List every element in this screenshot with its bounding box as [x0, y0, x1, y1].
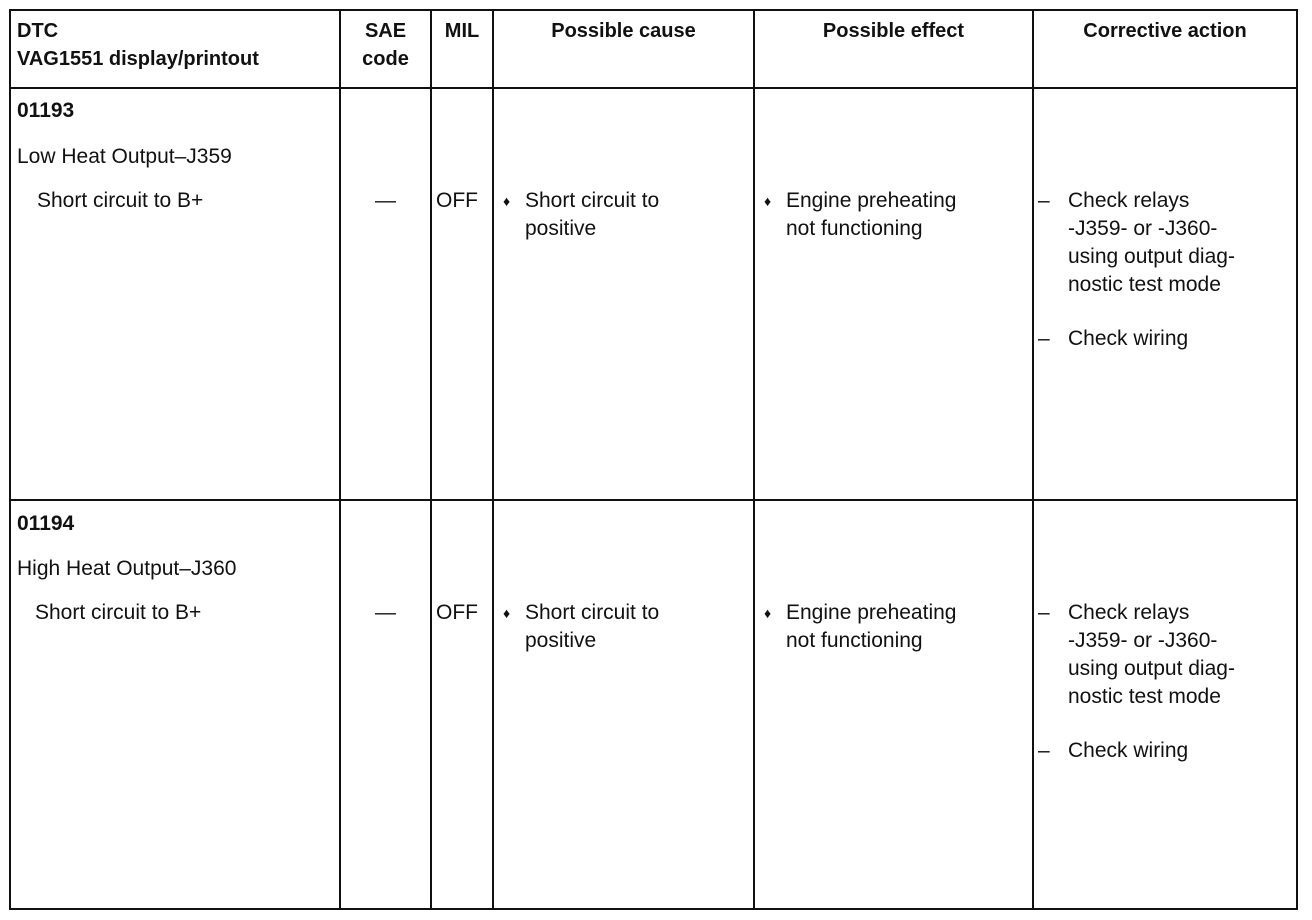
header-sae	[341, 17, 430, 73]
action-line: using output diag-	[1068, 657, 1235, 680]
header-cause: Possible cause	[551, 20, 696, 42]
header-divider	[11, 87, 1296, 89]
dash-icon: –	[1038, 739, 1050, 762]
column-divider	[492, 11, 494, 908]
header-action: Corrective action	[1083, 20, 1247, 42]
action-line: using output diag-	[1068, 245, 1235, 268]
bullet-icon: ♦	[764, 193, 772, 209]
dtc-component: Low Heat Output–J359	[17, 145, 232, 168]
effect-line: not functioning	[786, 217, 923, 240]
cause-line: Short circuit to	[525, 601, 660, 624]
dtc-table	[9, 9, 1298, 910]
dash-icon: –	[1038, 327, 1050, 350]
action-item	[1038, 187, 1296, 299]
action-line: Check relays	[1068, 601, 1190, 624]
bullet-icon: ♦	[503, 193, 511, 209]
row-divider	[11, 499, 1296, 501]
dtc-fault: Short circuit to B+	[35, 601, 202, 624]
header-effect: Possible effect	[822, 20, 965, 42]
dtc-component: High Heat Output–J360	[17, 557, 237, 580]
column-divider	[753, 11, 755, 908]
header-dtc-label: DTC	[17, 20, 59, 42]
action-item	[1038, 325, 1296, 353]
column-divider	[1032, 11, 1034, 908]
header-sae-sublabel: code	[362, 48, 409, 70]
bullet-icon: ♦	[764, 605, 772, 621]
dash-icon: –	[1038, 601, 1050, 624]
possible-effect	[764, 599, 1030, 655]
action-line: -J359- or -J360-	[1068, 629, 1218, 652]
action-line: Check wiring	[1068, 327, 1189, 350]
header-dtc	[17, 17, 335, 73]
dtc-code: 01193	[17, 99, 75, 122]
header-mil: MIL	[444, 20, 480, 42]
bullet-icon: ♦	[503, 605, 511, 621]
effect-line: not functioning	[786, 629, 923, 652]
mil-status: OFF	[436, 601, 478, 624]
action-line: Check relays	[1068, 189, 1190, 212]
header-dtc-sublabel: VAG1551 display/printout	[17, 48, 259, 70]
dtc-code: 01194	[17, 512, 75, 535]
action-line: -J359- or -J360-	[1068, 217, 1218, 240]
corrective-action	[1038, 187, 1296, 379]
possible-cause	[503, 187, 751, 243]
cause-line: positive	[525, 629, 597, 652]
cause-line: Short circuit to	[525, 189, 660, 212]
effect-line: Engine preheating	[786, 189, 957, 212]
action-line: Check wiring	[1068, 739, 1189, 762]
corrective-action	[1038, 599, 1296, 791]
action-item	[1038, 599, 1296, 711]
sae-code: —	[375, 189, 396, 212]
possible-effect	[764, 187, 1030, 243]
sae-code: —	[375, 601, 396, 624]
cause-line: positive	[525, 217, 597, 240]
header-sae-label: SAE	[364, 20, 407, 42]
dash-icon: –	[1038, 189, 1050, 212]
column-divider	[339, 11, 341, 908]
action-item	[1038, 737, 1296, 765]
action-line: nostic test mode	[1068, 685, 1221, 708]
column-divider	[430, 11, 432, 908]
dtc-fault: Short circuit to B+	[37, 189, 204, 212]
possible-cause	[503, 599, 751, 655]
effect-line: Engine preheating	[786, 601, 957, 624]
action-line: nostic test mode	[1068, 273, 1221, 296]
mil-status: OFF	[436, 189, 478, 212]
